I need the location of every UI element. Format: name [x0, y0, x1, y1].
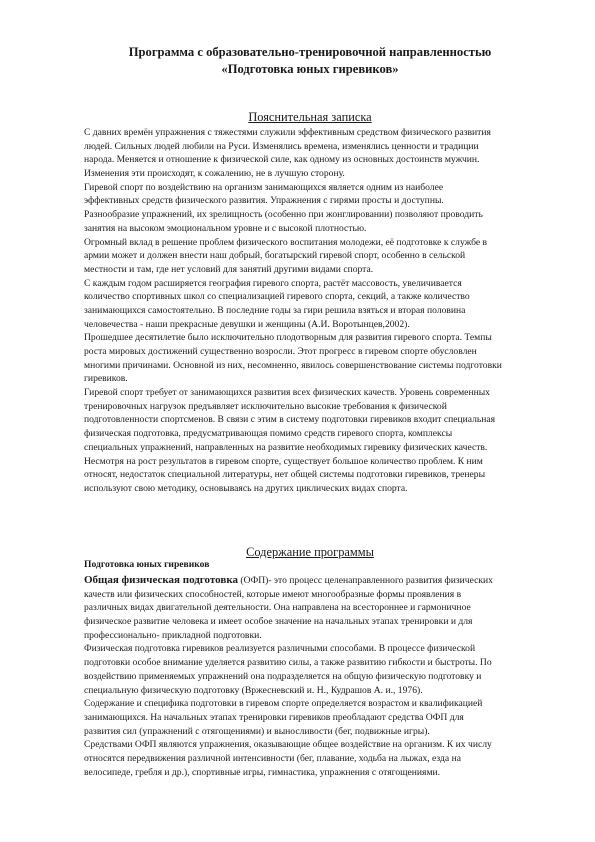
- paragraph-line: Содержание и специфика подготовки в гиревом спорте определяется возрастом и квалификацией: [84, 698, 483, 710]
- paragraph-line: Гиревой спорт по воздействию на организм занимающихся является одним из наиболее: [84, 181, 444, 193]
- paragraph-line: местности и там, где нет условий для занятий другими видами спорта.: [84, 263, 374, 275]
- paragraph-line: используют свою методику, основываясь на других циклических видах спорта.: [84, 482, 408, 494]
- paragraph-line: специальную физическую подготовку (Вржесневский и. Н., Кудрашов А. и., 1976).: [84, 684, 423, 696]
- paragraph-line: Физическая подготовка гиревиков реализуется различными способами. В процессе физической: [84, 643, 476, 655]
- paragraph-line: занятия на высоком эмоциональном уровне и с высокой плотностью.: [84, 222, 367, 234]
- paragraph-line: профессионально- прикладной подготовки.: [84, 629, 262, 641]
- paragraph-line: занимающихся. На начальных этапах тренировки гиревиков преобладают средства ОФП для: [84, 711, 464, 723]
- paragraph-line: гиревиков.: [84, 373, 128, 385]
- paragraph-line: физическое развитие человека и имеет особое значение на начальных этапах тренировки и для: [84, 616, 473, 628]
- paragraph-line: Огромный вклад в решение проблем физического воспитания молодежи, её подготовке к службе в: [84, 236, 488, 248]
- paragraph-line: количество спортивных школ со специализацией гиревого спорта, секций, а также количество: [84, 291, 470, 303]
- paragraph-line: качеств или физических способностей, которые имеют многообразные формы проявления в: [84, 588, 462, 600]
- paragraph-line: различных видах двигательной деятельности. Она направлена на всестороннее и гармоничное: [84, 602, 471, 614]
- lead-term-general-physical-training: Общая физическая подготовка: [84, 574, 238, 586]
- document-title: [60, 44, 560, 78]
- title-line-2: «Подготовка юных гиревиков»: [221, 62, 399, 76]
- paragraph-line: подготовленности спортсменов. В связи с этим в систему подготовки гиревиков входит специальная: [84, 414, 496, 426]
- paragraph-line: Прошедшее десятилетие было исключительно плодотворным для развития гиревого спорта. Темпы: [84, 332, 492, 344]
- paragraph-line: воздействию применяемых упражнений она подразделяется на общую физическую подготовку и: [84, 670, 482, 682]
- paragraph-line-lead: [84, 574, 564, 588]
- paragraph-line: велосипеде, гребля и др.), спортивные игры, гимнастика, упражнения с отягощениями.: [84, 766, 441, 778]
- paragraph-line: С каждым годом расширяется география гиревого спорта, растёт массовость, увеличивается: [84, 277, 462, 289]
- paragraph-line: роста мировых достижений существенно возросли. Этот прогресс в гиревом спорте обусловлен: [84, 346, 477, 357]
- lead-term-definition: (ОФП)- это процесс целенаправленного развития физических: [237, 575, 493, 586]
- paragraph-line: занимающихся самостоятельно. В последние годы за гири решила взяться и вторая половина: [84, 304, 466, 316]
- paragraph-line: людей. Сильных людей любили на Руси. Изменялись времена, изменялись ценности и традиции: [84, 140, 479, 152]
- paragraph-line: Несмотря на рост результатов в гиревом спорте, существует большое количество проблем. К ним: [84, 455, 483, 467]
- paragraph-line: подготовки особое внимание уделяется развитию силы, а также развитию гибкости и быстроты. По: [84, 657, 492, 669]
- paragraph-line: относятся передвижения различной интенсивности (бег, плавание, ходьба на лыжах, езда на: [84, 752, 461, 764]
- section-explanatory-note-body: [84, 126, 564, 496]
- paragraph-line: развития сил (упражнений с отягощениями) и выносливости (бег, подвижные игры).: [84, 725, 430, 737]
- paragraph-line: специальных упражнений, направленных на развитие необходимых гиревику физических качеств.: [84, 441, 488, 453]
- section-heading-explanatory-note: Пояснительная записка: [248, 110, 372, 124]
- subheading-young-kettlebell-training: Подготовка юных гиревиков: [84, 559, 210, 570]
- paragraph-line: человечества - наши прекрасные девушки и женщины (А.И. Воротынцев,2002).: [84, 318, 410, 330]
- paragraph-line: Гиревой спорт требует от занимающихся развития всех физических качеств. Уровень современных: [84, 387, 490, 399]
- paragraph-line: народа. Меняется и отношение к физической силе, как одному из основных достоинств мужчин.: [84, 154, 480, 166]
- paragraph-line: тренировочных нагрузок предъявляет исключительно высокие требования к физической: [84, 400, 447, 412]
- paragraph-line: Разнообразие упражнений, их зрелищность (особенно при жонглировании) позволяют проводить: [84, 209, 483, 221]
- paragraph-line: армии может и должен внести наш добрый, богатырский гиревой спорт, особенно в сельской: [84, 250, 466, 262]
- section-heading-program-content: Содержание программы: [246, 545, 374, 559]
- paragraph-line: Средствами ОФП являются упражнения, оказывающие общее воздействие на организм. К их числу: [84, 739, 492, 751]
- title-line-1: Программа с образовательно-тренировочной направленностью: [128, 45, 492, 59]
- paragraph-line: физическая подготовка, предусматривающая помимо средств гиревого спорта, комплексы: [84, 428, 453, 440]
- section-program-content-body: [84, 574, 564, 779]
- paragraph-line: многими причинами. Основной из них, несомненно, явилось совершенствование системы подготовки: [84, 359, 502, 371]
- paragraph-line: Изменения эти происходят, к сожалению, не в лучшую сторону.: [84, 168, 345, 180]
- paragraph-line: эффективных средств физического развития. Упражнения с гирями просты и доступны.: [84, 195, 444, 207]
- paragraph-line: относят, недостаток специальной литературы, нет общей системы подготовки гиревиков, тренеры: [84, 469, 486, 481]
- paragraph-line: С давних времён упражнения с тяжестями служили эффективным средством физического развития: [84, 127, 491, 138]
